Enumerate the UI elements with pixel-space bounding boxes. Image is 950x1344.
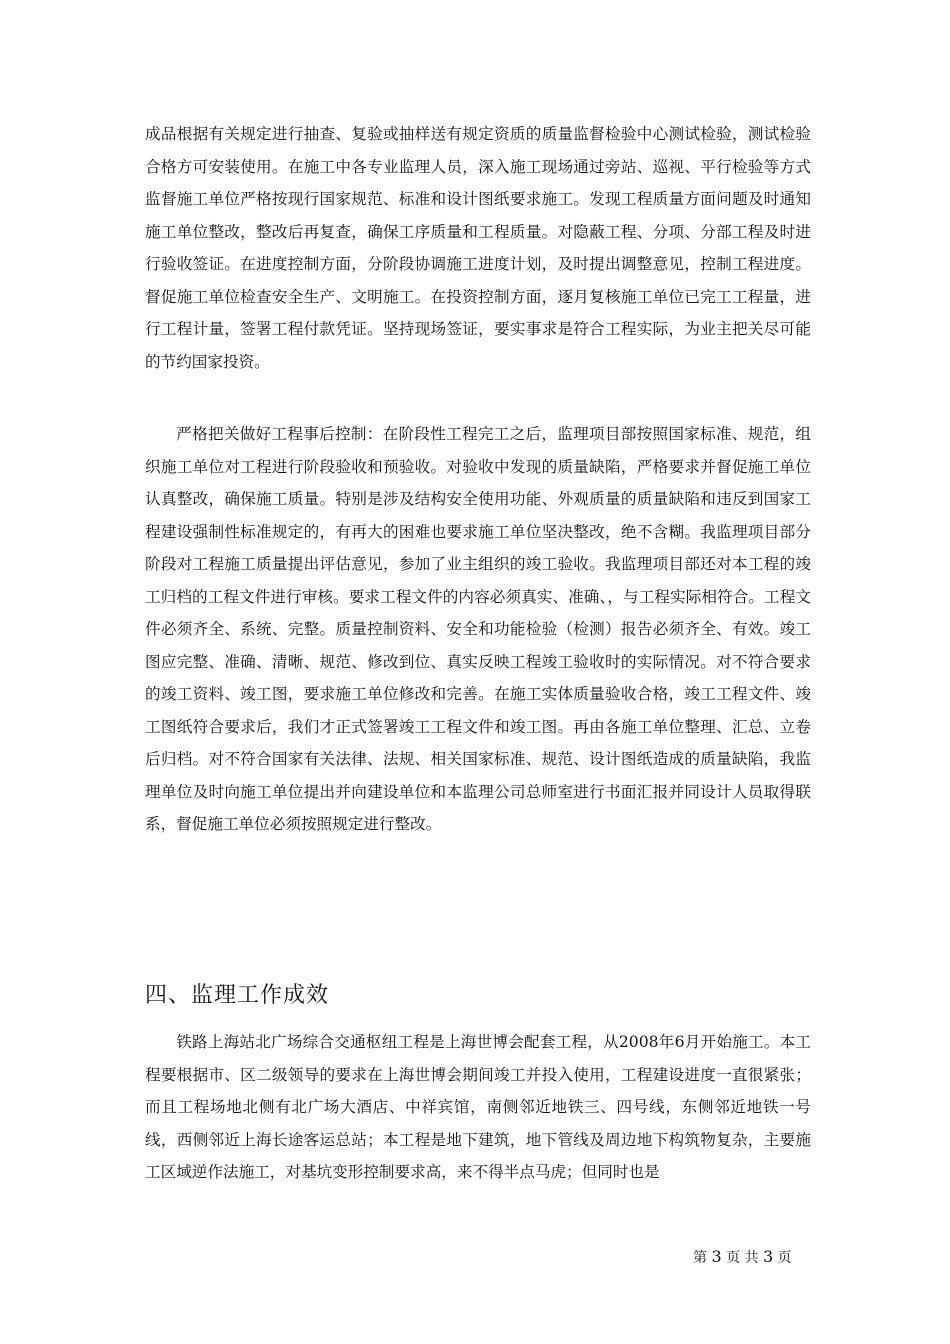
page-footer — [693, 1246, 792, 1269]
paragraph-post-control: 严格把关做好工程事后控制：在阶段性工程完工之后，监理项目部按照国家标准、规范，组织施工单位对工程进行阶段验收和预验收。对验收中发现的质量缺陷，严格要求并督促施工单位认真整改，确保施工质量。特别是涉及结构安全使用功能、外观质量的质量缺陷和违反到国家工程建设强制性标准规定的，有再大的困难也要求施工单位坚决整改，绝不含糊。我监理项目部分阶段对工程施工质量提出评估意见，参加了业主组织的竣工验收。我监理项目部还对本工程的竣工归档的工程文件进行审核。要求工程文件的内容必须真实、准确、，与工程实际相符合。工程文件必须齐全、系统、完整。质量控制资料、安全和功能检验（检测）报告必须齐全、有效。竣工图应完整、准确、清晰、规范、修改到位、真实反映工程竣工验收时的实际情况。对不符合要求的竣工资料、竣工图，要求施工单位修改和完善。在施工实体质量验收合格，竣工工程文件、竣工图纸符合要求后，我们才正式签署竣工工程文件和竣工图。再由各施工单位整理、汇总、立卷后归档。对不符合国家有关法律、法规、相关国家标准、规范、设计图纸造成的质量缺陷，我监理单位及时向施工单位提出并向建设单位和本监理公司总师室进行书面汇报并同设计人员取得联系，督促施工单位必须按照规定进行整改。 — [145, 425, 811, 833]
footer-middle: 页 共 — [721, 1250, 763, 1266]
total-page-count: 3 — [763, 1247, 774, 1266]
paragraph-project-results: 铁路上海站北广场综合交通枢纽工程是上海世博会配套工程，从2008年6月开始施工。本工程要根据市、区二级领导的要求在上海世博会期间竣工并投入使用，工程建设进度一直很紧张；而且工程场地北侧有北广场大酒店、中祥宾馆，南侧邻近地铁三、四号线，东侧邻近地铁一号线，西侧邻近上海长途客运总站；本工程是地下建筑，地下管线及周边地下构筑物复杂，主要施工区域逆作法施工，对基坑变形控制要求高，来不得半点马虎；但同时也是 — [145, 1033, 811, 1181]
current-page-number: 3 — [711, 1247, 722, 1266]
footer-prefix: 第 — [693, 1250, 712, 1266]
footer-suffix: 页 — [773, 1250, 792, 1266]
paragraph-quality-control: 成品根据有关规定进行抽查、复验或抽样送有规定资质的质量监督检验中心测试检验，测试检验合格方可安装使用。在施工中各专业监理人员，深入施工现场通过旁站、巡视、平行检验等方式监督施工单位严格按现行国家规范、标准和设计图纸要求施工。发现工程质量方面问题及时通知施工单位整改，整改后再复查，确保工序质量和工程质量。对隐蔽工程、分项、分部工程及时进行验收签证。在进度控制方面，分阶段协调施工进度计划，及时提出调整意见，控制工程进度。督促施工单位检查安全生产、文明施工。在投资控制方面，逐月复核施工单位已完工工程量，进行工程计量，签署工程付款凭证。坚持现场签证，要实事求是符合工程实际，为业主把关尽可能的节约国家投资。 — [145, 125, 811, 371]
section-heading: 四、监理工作成效 — [145, 983, 330, 1008]
